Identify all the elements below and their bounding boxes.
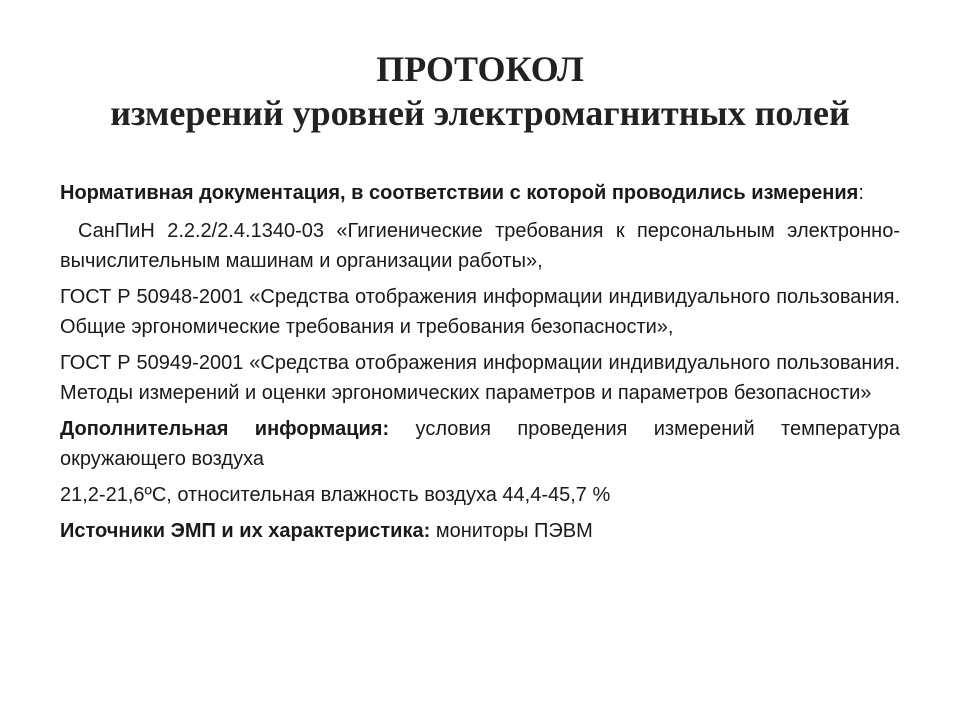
title-block [0,48,960,134]
additional-info-text: условия проведения измерений температура окружающего воздуха [60,418,900,470]
normative-heading: Нормативная документация, в соответствии с которой проводились измерения [60,182,859,204]
document-title: ПРОТОКОЛ [376,49,584,89]
sources-text: мониторы ПЭВМ [430,520,593,542]
normative-colon: : [858,182,864,204]
document-subtitle: измерений уровней электромагнитных полей [110,93,850,133]
sources-label: Источники ЭМП и их характеристика: [60,520,431,542]
additional-info-label: Дополнительная информация: [60,418,390,440]
doc-gost-50948: ГОСТ Р 50948-2001 «Средства отображения информации индивидуального пользования. Общие эргономические требования и требования безопасности», [60,286,900,338]
conditions-paragraph: 21,2-21,6ºС, относительная влажность воздуха 44,4-45,7 % [60,484,611,506]
document-body [60,178,900,552]
doc-gost-50949: ГОСТ Р 50949-2001 «Средства отображения информации индивидуального пользования. Методы измерений и оценки эргономических параметров и параметров безопасности» [60,352,900,404]
doc-sanpin: СанПиН 2.2.2/2.4.1340-03 «Гигиенические требования к персональным электронно-вычислительным машинам и организации работы», [60,220,900,272]
normative-heading-paragraph [60,178,900,208]
additional-info-paragraph [60,414,900,474]
sources-paragraph [60,516,900,546]
